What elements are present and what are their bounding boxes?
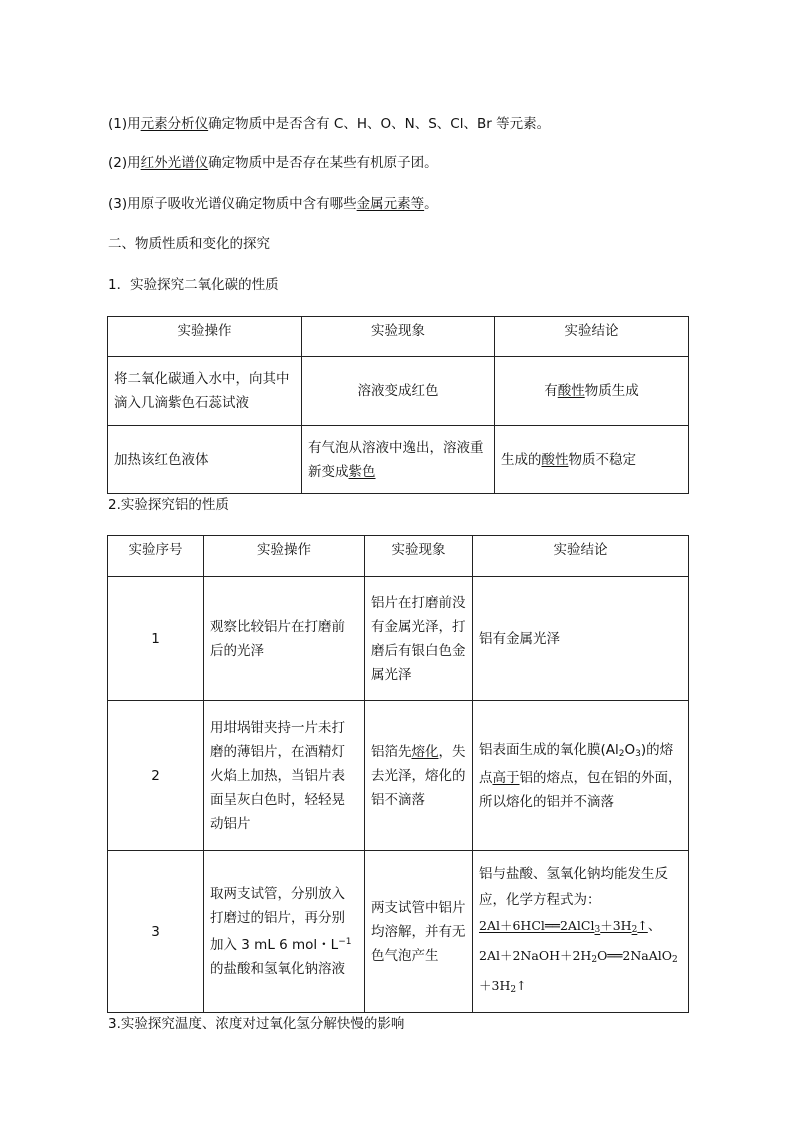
co2-con-1: [495, 357, 689, 426]
equation-hcl: [479, 918, 648, 933]
equation-hcl-sub: 3: [594, 924, 601, 935]
al-con-2-b: O: [624, 741, 636, 758]
co2-ph-2-purple: 紫色: [348, 463, 376, 480]
method-line-3-elements: 金属元素等: [356, 196, 425, 212]
method-line-1-prefix: (1)用: [108, 116, 141, 132]
co2-con-2-acid: 酸性: [541, 451, 569, 468]
equation-naoh-c: ＋3H: [479, 977, 511, 993]
table-row: [108, 357, 689, 426]
method-line-3: [108, 194, 438, 214]
method-line-1: [108, 114, 550, 134]
table-row: [108, 851, 689, 1013]
al-op-3-sup: −1: [338, 937, 352, 947]
equation-naoh-sub2: 2: [671, 954, 678, 965]
equation-separator: 、: [647, 917, 662, 934]
subheading-h2o2: 3.实验探究温度、浓度对过氧化氢分解快慢的影响: [108, 1016, 405, 1032]
co2-table: [107, 316, 689, 494]
method-line-2-rest: 确定物质中是否存在某些有机原子团。: [208, 155, 438, 171]
al-ph-3: 两支试管中铝片均溶解，并有无色气泡产生: [365, 851, 473, 1013]
al-no-3: 3: [108, 851, 204, 1013]
subheading-aluminum: 2.实验探究铝的性质: [108, 497, 229, 513]
al-con-2-a: 铝表面生成的氧化膜(Al: [479, 741, 619, 758]
al-ph-1: 铝片在打磨前没有金属光泽，打磨后有银白色金属光泽: [365, 577, 473, 701]
aluminum-table-header: [108, 536, 689, 577]
al-con-2-sub1: 2: [618, 748, 625, 759]
equation-hcl-c: ↑: [637, 917, 648, 933]
al-op-1: 观察比较铝片在打磨前后的光泽: [204, 577, 365, 701]
equation-naoh: [479, 948, 678, 993]
method-line-2-prefix: (2)用: [108, 155, 141, 171]
header-phenomenon: 实验现象: [302, 317, 495, 357]
equation-hcl-b: ＋3H: [600, 917, 632, 933]
co2-con-1-acid: 酸性: [557, 383, 585, 399]
co2-op-2: 加热该红色液体: [108, 426, 302, 494]
al-op-3: [204, 851, 365, 1013]
al-op-3-a: 取两支试管，分别放入打磨过的铝片，再分别加入 3 mL 6 mol・L: [210, 886, 345, 953]
equation-naoh-b: O══2NaAlO: [597, 947, 672, 963]
section-heading-2: 二、物质性质和变化的探究: [108, 236, 270, 252]
header-operation: 实验操作: [108, 317, 302, 357]
co2-con-1-a: 有: [544, 383, 558, 399]
equation-naoh-sub1: 2: [591, 954, 598, 965]
header-conclusion: 实验结论: [495, 317, 689, 357]
equation-hcl-a: 2Al＋6HCl══2AlCl: [479, 917, 595, 933]
al-op-3-b: 的盐酸和氢氧化钠溶液: [210, 961, 345, 977]
al-ph-2: [365, 701, 473, 851]
al-no-2: 2: [108, 701, 204, 851]
equation-naoh-d: ↑: [516, 977, 527, 993]
co2-table-header: [108, 317, 689, 357]
al-ph-2-c: ，失去光泽，熔化的铝不滴落: [371, 743, 466, 808]
method-line-2: [108, 153, 438, 173]
header-phenomenon: 实验现象: [365, 536, 473, 577]
al-con-3: [473, 851, 689, 1013]
method-line-1-instrument: 元素分析仪: [140, 116, 209, 132]
header-operation: 实验操作: [204, 536, 365, 577]
aluminum-table: [107, 535, 689, 1013]
al-op-2: 用坩埚钳夹持一片未打磨的薄铝片，在酒精灯火焰上加热，当铝片表面呈灰白色时，轻轻晃动铝片: [204, 701, 365, 851]
co2-ph-1: 溶液变成红色: [302, 357, 495, 426]
method-line-1-rest: 确定物质中是否含有 C、H、O、N、S、Cl、Br 等元素。: [208, 116, 551, 132]
al-no-1: 1: [108, 577, 204, 701]
co2-con-2-c: 物质不稳定: [568, 451, 636, 468]
al-ph-2-melt: 熔化: [411, 743, 439, 760]
al-con-1: 铝有金属光泽: [473, 577, 689, 701]
subheading-co2: 1．实验探究二氧化碳的性质: [108, 277, 279, 293]
header-number: 实验序号: [108, 536, 204, 577]
table-row: [108, 577, 689, 701]
co2-con-2-a: 生成的: [501, 451, 542, 468]
co2-op-1: 将二氧化碳通入水中，向其中滴入几滴紫色石蕊试液: [108, 357, 302, 426]
al-ph-2-a: 铝箔先: [371, 743, 412, 760]
equation-hcl-sub2: 2: [631, 924, 638, 935]
header-conclusion: 实验结论: [473, 536, 689, 577]
equation-naoh-sub3: 2: [510, 984, 517, 995]
al-con-3-intro: 铝与盐酸、氢氧化钠均能发生反应，化学方程式为：: [479, 865, 668, 908]
method-line-3-end: 。: [424, 196, 438, 212]
al-con-2-higher: 高于: [492, 769, 520, 786]
equation-naoh-a: 2Al＋2NaOH＋2H: [479, 947, 592, 963]
method-line-3-prefix: (3)用原子吸收光谱仪确定物质中含有哪些: [108, 196, 357, 212]
al-con-2-c: )的熔点: [479, 741, 674, 786]
table-row: [108, 426, 689, 494]
co2-con-1-c: 物质生成: [584, 383, 639, 399]
co2-ph-2: [302, 426, 495, 494]
al-con-2-sub2: 3: [635, 748, 641, 759]
co2-ph-2-a: 有气泡从溶液中逸出，溶液重新变成: [308, 439, 484, 480]
al-con-2-e: 铝的熔点，包在铝的外面，所以熔化的铝并不滴落: [479, 769, 682, 810]
co2-con-2: [495, 426, 689, 494]
al-con-2: [473, 701, 689, 851]
table-row: [108, 701, 689, 851]
method-line-2-instrument: 红外光谱仪: [140, 155, 209, 171]
